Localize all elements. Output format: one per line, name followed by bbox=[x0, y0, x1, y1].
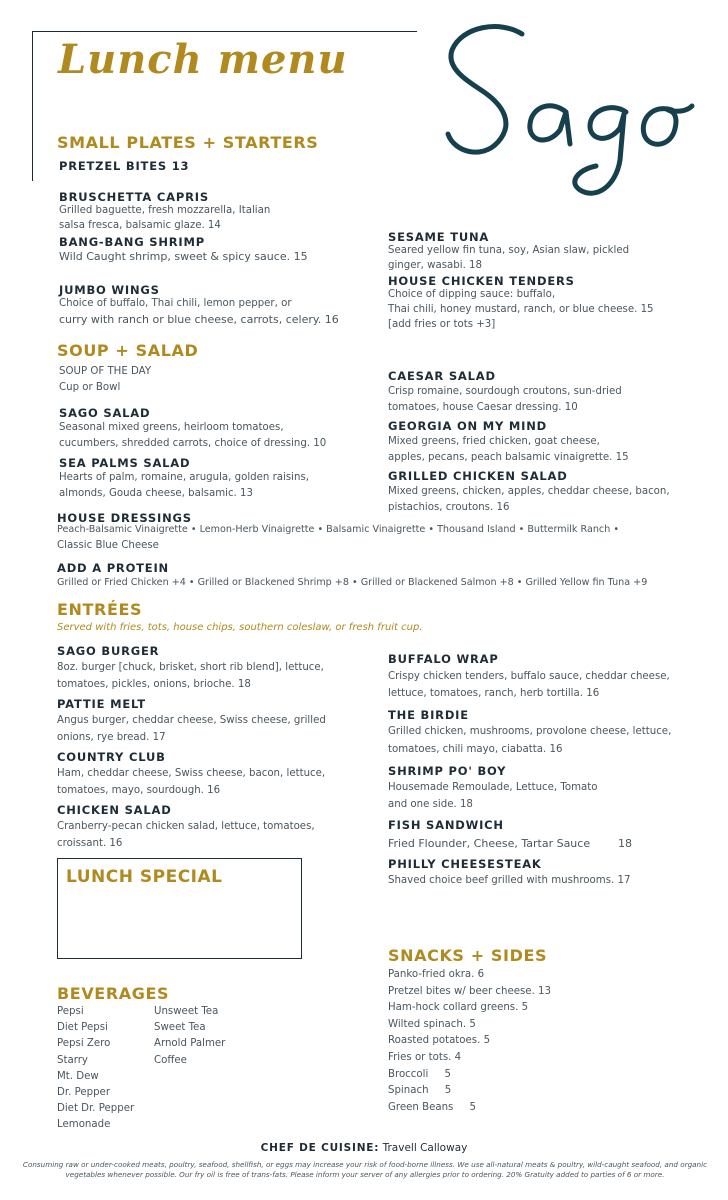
snacks-list bbox=[388, 967, 551, 1116]
item-desc-sago-salad-1: Seasonal mixed greens, heirloom tomatoes, bbox=[59, 422, 284, 433]
item-name-bang-bang-shrimp: BANG-BANG SHRIMP bbox=[59, 235, 205, 249]
beverage-item: Coffee bbox=[154, 1054, 187, 1066]
section-heading-soup-salad: SOUP + SALAD bbox=[57, 341, 199, 360]
section-heading-entrees: ENTRÉES bbox=[57, 600, 143, 619]
item-name-chicken-tenders: HOUSE CHICKEN TENDERS bbox=[388, 274, 575, 288]
item-desc-caesar-1: Crisp romaine, sourdough croutons, sun-dried bbox=[388, 386, 622, 397]
beverage-item: Diet Dr. Pepper bbox=[57, 1103, 135, 1115]
item-desc-jumbo-wings-1: Choice of buffalo, Thai chili, lemon pepper, or bbox=[59, 298, 292, 309]
item-desc-country-club-1: Ham, cheddar cheese, Swiss cheese, bacon, lettuce, bbox=[57, 768, 326, 779]
item-name-buffalo-wrap: BUFFALO WRAP bbox=[388, 652, 499, 666]
snack-item: Green Beans 5 bbox=[388, 1101, 477, 1113]
item-desc-bruschetta-1: Grilled baguette, fresh mozzarella, Italian bbox=[59, 205, 271, 216]
snack-item: Ham-hock collard greens. 5 bbox=[388, 1002, 529, 1014]
item-desc-bang-bang-shrimp: Wild Caught shrimp, sweet & spicy sauce. 15 bbox=[59, 250, 308, 263]
item-name-chicken-salad: CHICKEN SALAD bbox=[57, 803, 172, 817]
item-name-sea-palms-salad: SEA PALMS SALAD bbox=[59, 456, 191, 470]
beverage-item: Diet Pepsi bbox=[57, 1022, 108, 1034]
item-desc-pattie-melt-1: Angus burger, cheddar cheese, Swiss cheese, grilled bbox=[57, 715, 326, 726]
item-name-add-a-protein: ADD A PROTEIN bbox=[57, 561, 169, 575]
item-name-the-birdie: THE BIRDIE bbox=[388, 708, 469, 722]
item-desc-sea-palms-2: almonds, Gouda cheese, balsamic. 13 bbox=[59, 488, 254, 499]
item-desc-country-club-2: tomatoes, mayo, sourdough. 16 bbox=[57, 785, 221, 796]
item-desc-po-boy-2: and one side. 18 bbox=[388, 799, 473, 810]
snack-item: Roasted potatoes. 5 bbox=[388, 1035, 491, 1047]
item-desc-sesame-tuna-2: ginger, wasabi. 18 bbox=[388, 260, 483, 271]
item-desc-grilled-chicken-2: pistachios, croutons. 16 bbox=[388, 502, 510, 513]
snack-item: Broccoli 5 bbox=[388, 1068, 451, 1080]
beverage-item: Pepsi bbox=[57, 1006, 84, 1017]
beverage-item: Arnold Palmer bbox=[154, 1038, 226, 1050]
item-name-georgia-on-my-mind: GEORGIA ON MY MIND bbox=[388, 419, 548, 433]
item-desc-grilled-chicken-1: Mixed greens, chicken, apples, cheddar cheese, bacon, bbox=[388, 486, 670, 497]
item-name-sago-burger: SAGO BURGER bbox=[57, 644, 160, 658]
item-name-fish-sandwich: FISH SANDWICH bbox=[388, 818, 504, 832]
section-heading-beverages: BEVERAGES bbox=[57, 984, 170, 1003]
beverages-column-1 bbox=[57, 1004, 134, 1134]
sago-logo bbox=[440, 20, 700, 210]
beverage-item: Dr. Pepper bbox=[57, 1087, 111, 1099]
item-name-jumbo-wings: JUMBO WINGS bbox=[59, 283, 160, 297]
item-name-caesar-salad: CAESAR SALAD bbox=[388, 369, 496, 383]
item-desc-chicken-tenders-2: Thai chili, honey mustard, ranch, or blue cheese. 15 bbox=[388, 304, 654, 315]
item-desc-birdie-2: tomatoes, chili mayo, ciabatta. 16 bbox=[388, 744, 563, 755]
page-title: Lunch menu bbox=[58, 36, 348, 83]
item-name-philly-cheesesteak: PHILLY CHEESESTEAK bbox=[388, 857, 542, 871]
item-name-shrimp-po-boy: SHRIMP PO' BOY bbox=[388, 764, 507, 778]
item-desc-jumbo-wings-2: curry with ranch or blue cheese, carrots, celery. 16 bbox=[59, 313, 339, 326]
item-desc-georgia-1: Mixed greens, fried chicken, goat cheese, bbox=[388, 436, 600, 447]
snack-item: Panko-fried okra. 6 bbox=[388, 969, 485, 980]
beverage-item: Pepsi Zero bbox=[57, 1038, 111, 1050]
section-heading-snacks-sides: SNACKS + SIDES bbox=[388, 946, 548, 965]
item-desc-dressings-1: Peach-Balsamic Vinaigrette • Lemon-Herb Vinaigrette • Balsamic Vinaigrette • Thousand Island • Buttermilk Ranch • bbox=[57, 524, 619, 535]
item-desc-bruschetta-2: salsa fresca, balsamic glaze. 14 bbox=[59, 220, 221, 231]
beverage-item: Mt. Dew bbox=[57, 1070, 99, 1082]
food-safety-disclaimer: Consuming raw or under-cooked meats, poultry, seafood, shellfish, or eggs may increase your risk of food-borne illness. We use all-natural meats & poultry, wild-caught seafood, and organic vegetables whenever possible. Our fry oil is free of trans-fats. Please inform your server of any allergies prior to ordering. 20% Gratuity added to parties of 6 or more. bbox=[22, 1160, 708, 1179]
item-desc-georgia-2: apples, pecans, peach balsamic vinaigrette. 15 bbox=[388, 452, 629, 463]
item-desc-sesame-tuna-1: Seared yellow fin tuna, soy, Asian slaw, pickled bbox=[388, 245, 630, 256]
item-desc-philly: Shaved choice beef grilled with mushrooms. 17 bbox=[388, 875, 631, 886]
snack-item: Pretzel bites w/ beer cheese. 13 bbox=[388, 985, 552, 997]
chef-credit bbox=[0, 1142, 728, 1154]
item-desc-sago-salad-2: cucumbers, shredded carrots, choice of dressing. 10 bbox=[59, 438, 327, 449]
item-pretzel-bites: PRETZEL BITES 13 bbox=[59, 159, 190, 173]
item-desc-chicken-salad-1: Cranberry-pecan chicken salad, lettuce, tomatoes, bbox=[57, 821, 315, 832]
item-desc-soup-of-the-day: Cup or Bowl bbox=[59, 382, 121, 393]
beverage-item: Unsweet Tea bbox=[154, 1006, 219, 1017]
item-desc-sea-palms-1: Hearts of palm, romaine, arugula, golden raisins, bbox=[59, 472, 310, 483]
item-name-pattie-melt: PATTIE MELT bbox=[57, 697, 146, 711]
item-name-grilled-chicken-salad: GRILLED CHICKEN SALAD bbox=[388, 469, 568, 483]
item-desc-buffalo-wrap-2: lettuce, tomatoes, ranch, herb tortilla. 16 bbox=[388, 688, 600, 699]
frame-top-rule bbox=[32, 31, 417, 32]
snack-item: Spinach 5 bbox=[388, 1085, 452, 1097]
brand-name: Sago bbox=[440, 20, 443, 21]
item-desc-buffalo-wrap-1: Crispy chicken tenders, buffalo sauce, cheddar cheese, bbox=[388, 671, 670, 682]
item-desc-chicken-tenders-1: Choice of dipping sauce: buffalo, bbox=[388, 289, 556, 300]
item-desc-caesar-2: tomatoes, house Caesar dressing. 10 bbox=[388, 402, 578, 413]
item-name-bruschetta: BRUSCHETTA CAPRIS bbox=[59, 190, 209, 204]
item-desc-sago-burger-2: tomatoes, pickles, onions, brioche. 18 bbox=[57, 679, 251, 690]
item-name-soup-of-the-day: SOUP OF THE DAY bbox=[59, 366, 152, 377]
item-desc-add-a-protein: Grilled or Fried Chicken +4 • Grilled or Blackened Shrimp +8 • Grilled or Blackened Salmon +8 • Grilled Yellow fin Tuna +9 bbox=[57, 577, 648, 588]
item-desc-sago-burger-1: 8oz. burger [chuck, brisket, short rib blend], lettuce, bbox=[57, 662, 324, 673]
entrees-note: Served with fries, tots, house chips, southern coleslaw, or fresh fruit cup. bbox=[57, 622, 423, 633]
frame-left-rule bbox=[32, 31, 33, 181]
chef-label: CHEF DE CUISINE: bbox=[260, 1142, 380, 1154]
snack-item: Wilted spinach. 5 bbox=[388, 1018, 476, 1030]
snack-item: Fries or tots. 4 bbox=[388, 1051, 462, 1063]
beverage-item: Lemonade bbox=[57, 1119, 111, 1131]
item-desc-chicken-salad-2: croissant. 16 bbox=[57, 838, 123, 849]
lunch-special-box bbox=[57, 858, 302, 959]
beverages-column-2 bbox=[154, 1004, 225, 1069]
item-desc-dressings-2: Classic Blue Cheese bbox=[57, 540, 159, 551]
item-desc-birdie-1: Grilled chicken, mushrooms, provolone cheese, lettuce, bbox=[388, 726, 672, 737]
item-desc-chicken-tenders-3: [add fries or tots +3] bbox=[388, 319, 496, 330]
item-name-sesame-tuna: SESAME TUNA bbox=[388, 230, 490, 244]
item-desc-pattie-melt-2: onions, rye bread. 17 bbox=[57, 732, 166, 743]
item-name-house-dressings: HOUSE DRESSINGS bbox=[57, 511, 192, 525]
item-name-country-club: COUNTRY CLUB bbox=[57, 750, 166, 764]
item-desc-po-boy-1: Housemade Remoulade, Lettuce, Tomato bbox=[388, 782, 598, 793]
beverage-item: Starry bbox=[57, 1054, 88, 1066]
item-name-sago-salad: SAGO SALAD bbox=[59, 406, 151, 420]
beverage-item: Sweet Tea bbox=[154, 1022, 206, 1034]
item-price-fish-sandwich: 18 bbox=[618, 837, 632, 850]
section-heading-small-plates: SMALL PLATES + STARTERS bbox=[57, 133, 319, 152]
chef-name: Travell Calloway bbox=[382, 1142, 468, 1154]
item-desc-fish-sandwich: Fried Flounder, Cheese, Tartar Sauce bbox=[388, 837, 591, 850]
lunch-special-heading: LUNCH SPECIAL bbox=[66, 867, 223, 887]
